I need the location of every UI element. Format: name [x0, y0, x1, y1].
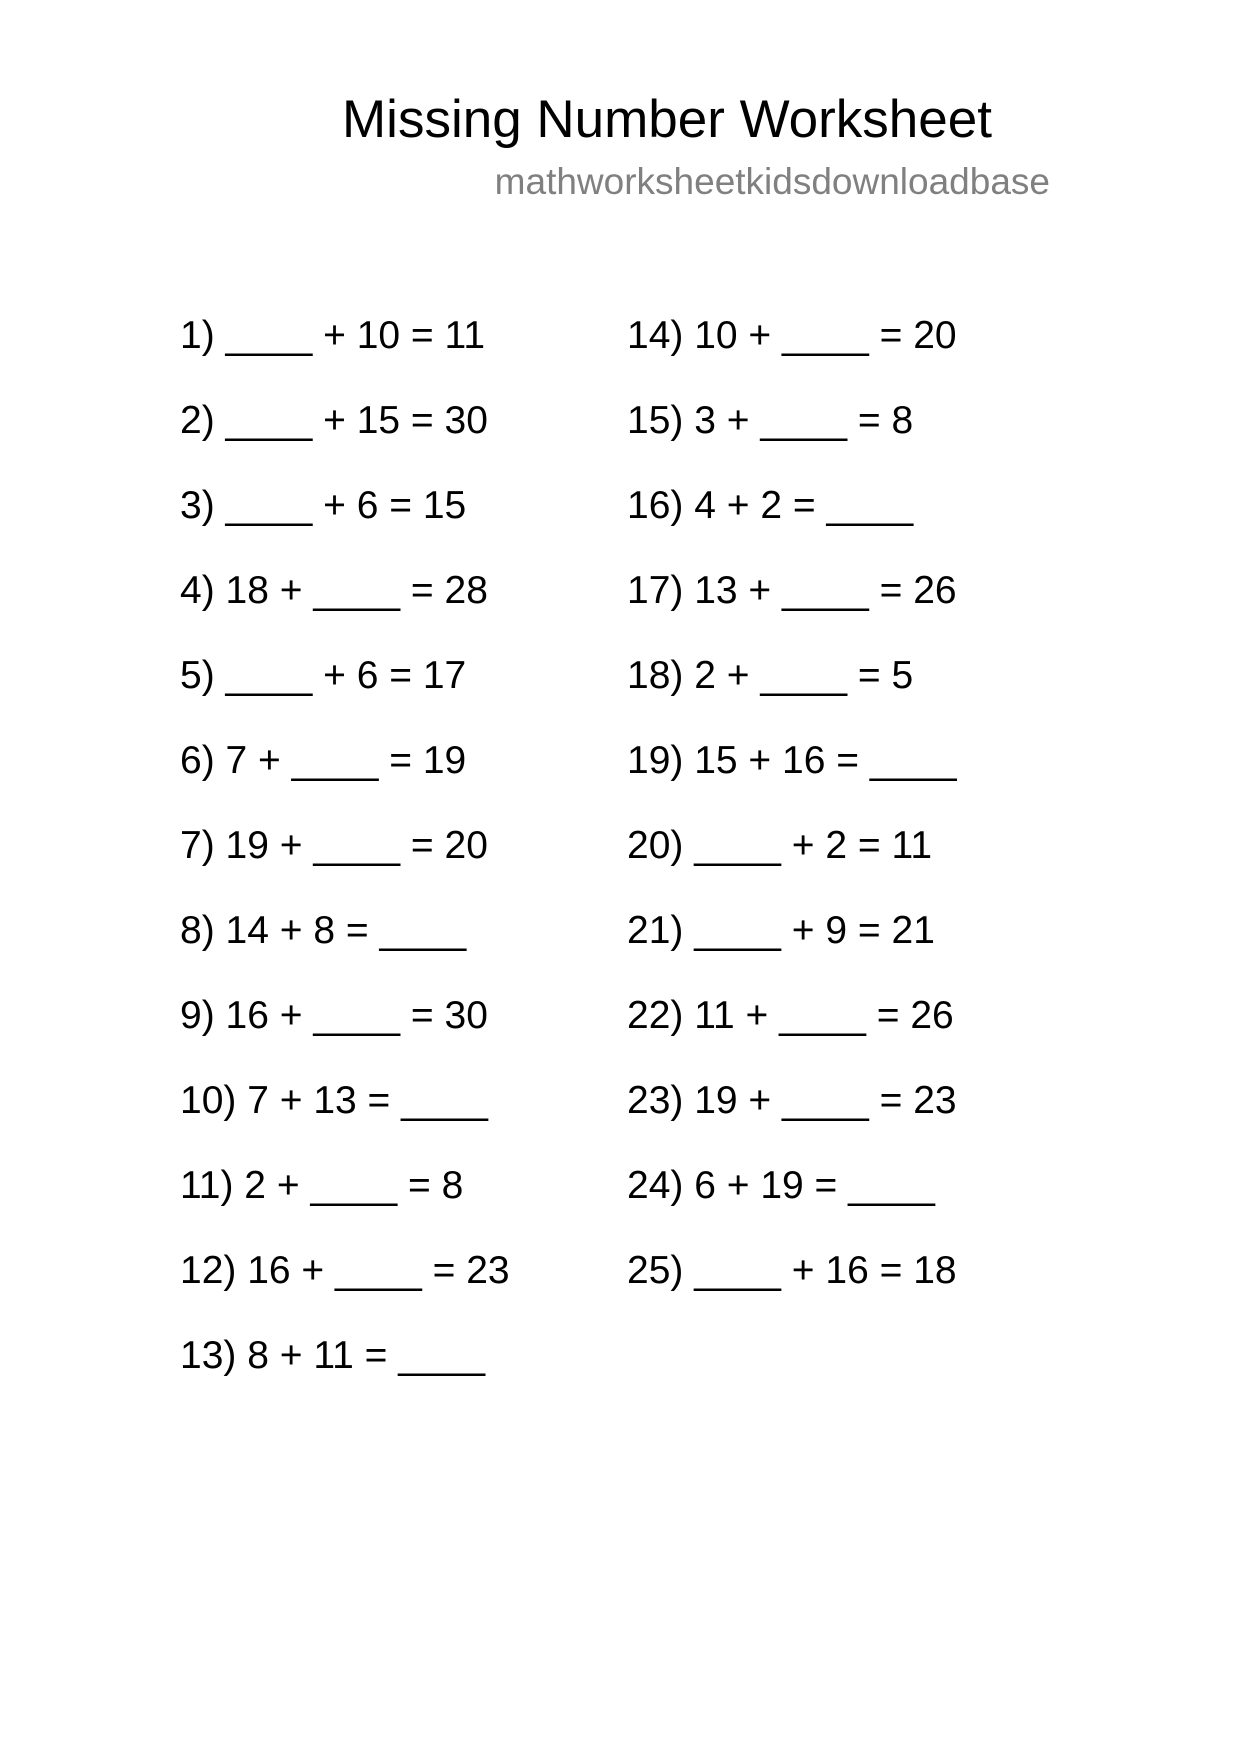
source-watermark: mathworksheetkidsdownloadbase — [494, 161, 1050, 202]
problem-column-right — [627, 312, 957, 1332]
problem-24: 24) 6 + 19 = ____ — [627, 1164, 935, 1207]
problem-21: 21) ____ + 9 = 21 — [627, 909, 935, 952]
problem-17: 17) 13 + ____ = 26 — [627, 569, 957, 612]
problem-19: 19) 15 + 16 = ____ — [627, 739, 957, 782]
problem-1: 1) ____ + 10 = 11 — [180, 314, 486, 357]
problem-column-left — [180, 312, 510, 1417]
problem-11: 11) 2 + ____ = 8 — [180, 1164, 464, 1207]
problem-15: 15) 3 + ____ = 8 — [627, 399, 914, 442]
problem-20: 20) ____ + 2 = 11 — [627, 824, 933, 867]
problem-5: 5) ____ + 6 = 17 — [180, 654, 467, 697]
page-title: Missing Number Worksheet — [342, 90, 992, 149]
problem-25: 25) ____ + 16 = 18 — [627, 1249, 957, 1292]
problem-6: 6) 7 + ____ = 19 — [180, 739, 467, 782]
problem-7: 7) 19 + ____ = 20 — [180, 824, 488, 867]
problem-3: 3) ____ + 6 = 15 — [180, 484, 467, 527]
problem-10: 10) 7 + 13 = ____ — [180, 1079, 488, 1122]
problem-8: 8) 14 + 8 = ____ — [180, 909, 467, 952]
problem-12: 12) 16 + ____ = 23 — [180, 1249, 510, 1292]
problem-9: 9) 16 + ____ = 30 — [180, 994, 488, 1037]
problem-18: 18) 2 + ____ = 5 — [627, 654, 914, 697]
problem-16: 16) 4 + 2 = ____ — [627, 484, 914, 527]
problem-23: 23) 19 + ____ = 23 — [627, 1079, 957, 1122]
problem-22: 22) 11 + ____ = 26 — [627, 994, 954, 1037]
problem-2: 2) ____ + 15 = 30 — [180, 399, 488, 442]
problem-14: 14) 10 + ____ = 20 — [627, 314, 957, 357]
problem-4: 4) 18 + ____ = 28 — [180, 569, 488, 612]
problem-13: 13) 8 + 11 = ____ — [180, 1334, 486, 1377]
